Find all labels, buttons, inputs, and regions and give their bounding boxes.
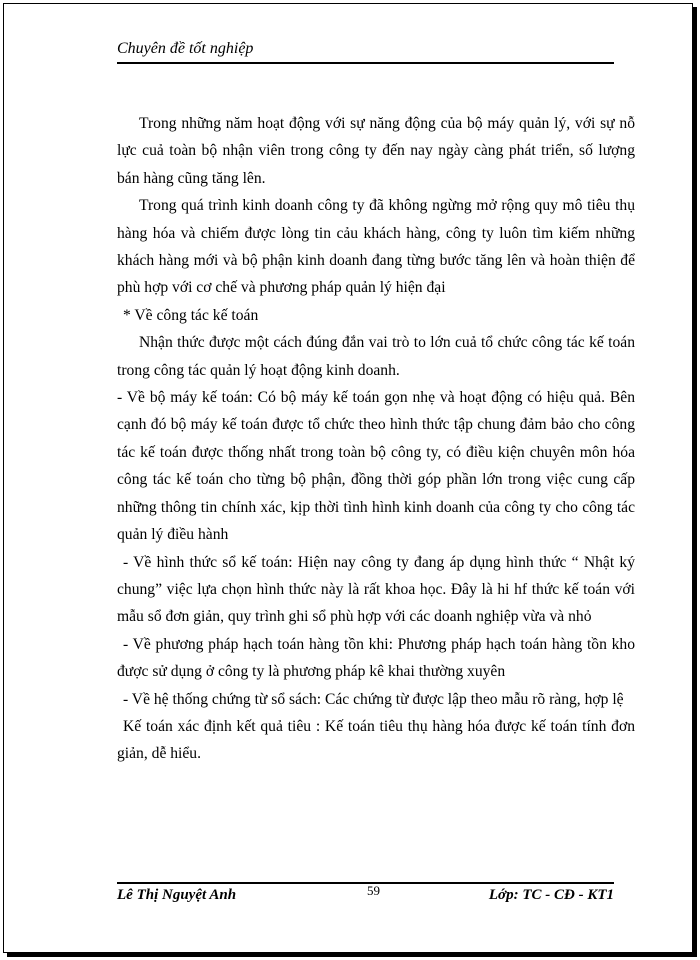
header-rule [117, 62, 614, 64]
body-paragraph: Trong những năm hoạt động với sự năng động của bộ máy quản lý, với sự nỗ lực cuả toàn bộ nhận viên trong công ty đến nay ngày càng phát triển, số lượng bán hàng cũng tăng lên. [117, 115, 635, 187]
body-paragraph: Trong quá trình kinh doanh công ty đã không ngừng mở rộng quy mô tiêu thụ hàng hóa và chiếm được lòng tin cảu khách hàng, công ty luôn tìm kiếm những khách hàng mới và bộ phận kinh doanh đang từng bước tăng lên và hoàn thiện để phù hợp với cơ chế và phương pháp quản lý hiện đại [117, 197, 635, 297]
page-number: 59 [367, 883, 380, 898]
footer-rule [117, 882, 614, 884]
body-paragraph: - Về hệ thống chứng từ sổ sách: Các chứng từ được lập theo mẫu rõ ràng, hợp lệ [123, 690, 624, 708]
footer-author: Lê Thị Nguyệt Anh [117, 887, 237, 903]
document-body [117, 110, 635, 768]
body-paragraph: - Về hình thức sổ kế toán: Hiện nay công ty đang áp dụng hình thức “ Nhật ký chung” việc lựa chọn hình thức này là rất khoa học. Đây là hi hf thức kế toán với mẫu sổ đơn giản, quy trình ghi sổ phù hợp với các doanh nghiệp vừa và nhỏ [117, 553, 635, 626]
body-paragraph: - Về bộ máy kế toán: Có bộ máy kế toán gọn nhẹ và hoạt động có hiệu quả. Bên cạnh đó bộ máy kế toán được tổ chức theo hình thức tập chung đảm bảo cho công tác kế toán được thống nhất trong toàn bộ công ty, có điều kiện chuyên môn hóa công tác kế toán cho từng bộ phận, đồng thời góp phần lớn trong việc cung cấp những thông tin chính xác, kịp thời tình hình kinh doanh của công ty cho công tác quản lý điều hành [117, 389, 635, 544]
section-heading: * Về công tác kế toán [123, 306, 259, 324]
body-paragraph: Nhận thức được một cách đúng đắn vai trò to lớn cuả tổ chức công tác kế toán trong công tác quản lý hoạt động kinh doanh. [117, 334, 635, 379]
document-header-title: Chuyên đề tốt nghiệp [117, 40, 254, 57]
footer-class-label: Lớp: TC - CĐ - KT1 [488, 887, 614, 903]
body-paragraph: - Về phương pháp hạch toán hàng tồn khi: Phương pháp hạch toán hàng tồn kho được sử dụng ở công ty là phương pháp kê khai thường xuyên [117, 635, 635, 681]
body-paragraph: Kế toán xác định kết quả tiêu : Kế toán tiêu thụ hàng hóa được kế toán tính đơn giản, dễ hiểu. [117, 717, 635, 763]
